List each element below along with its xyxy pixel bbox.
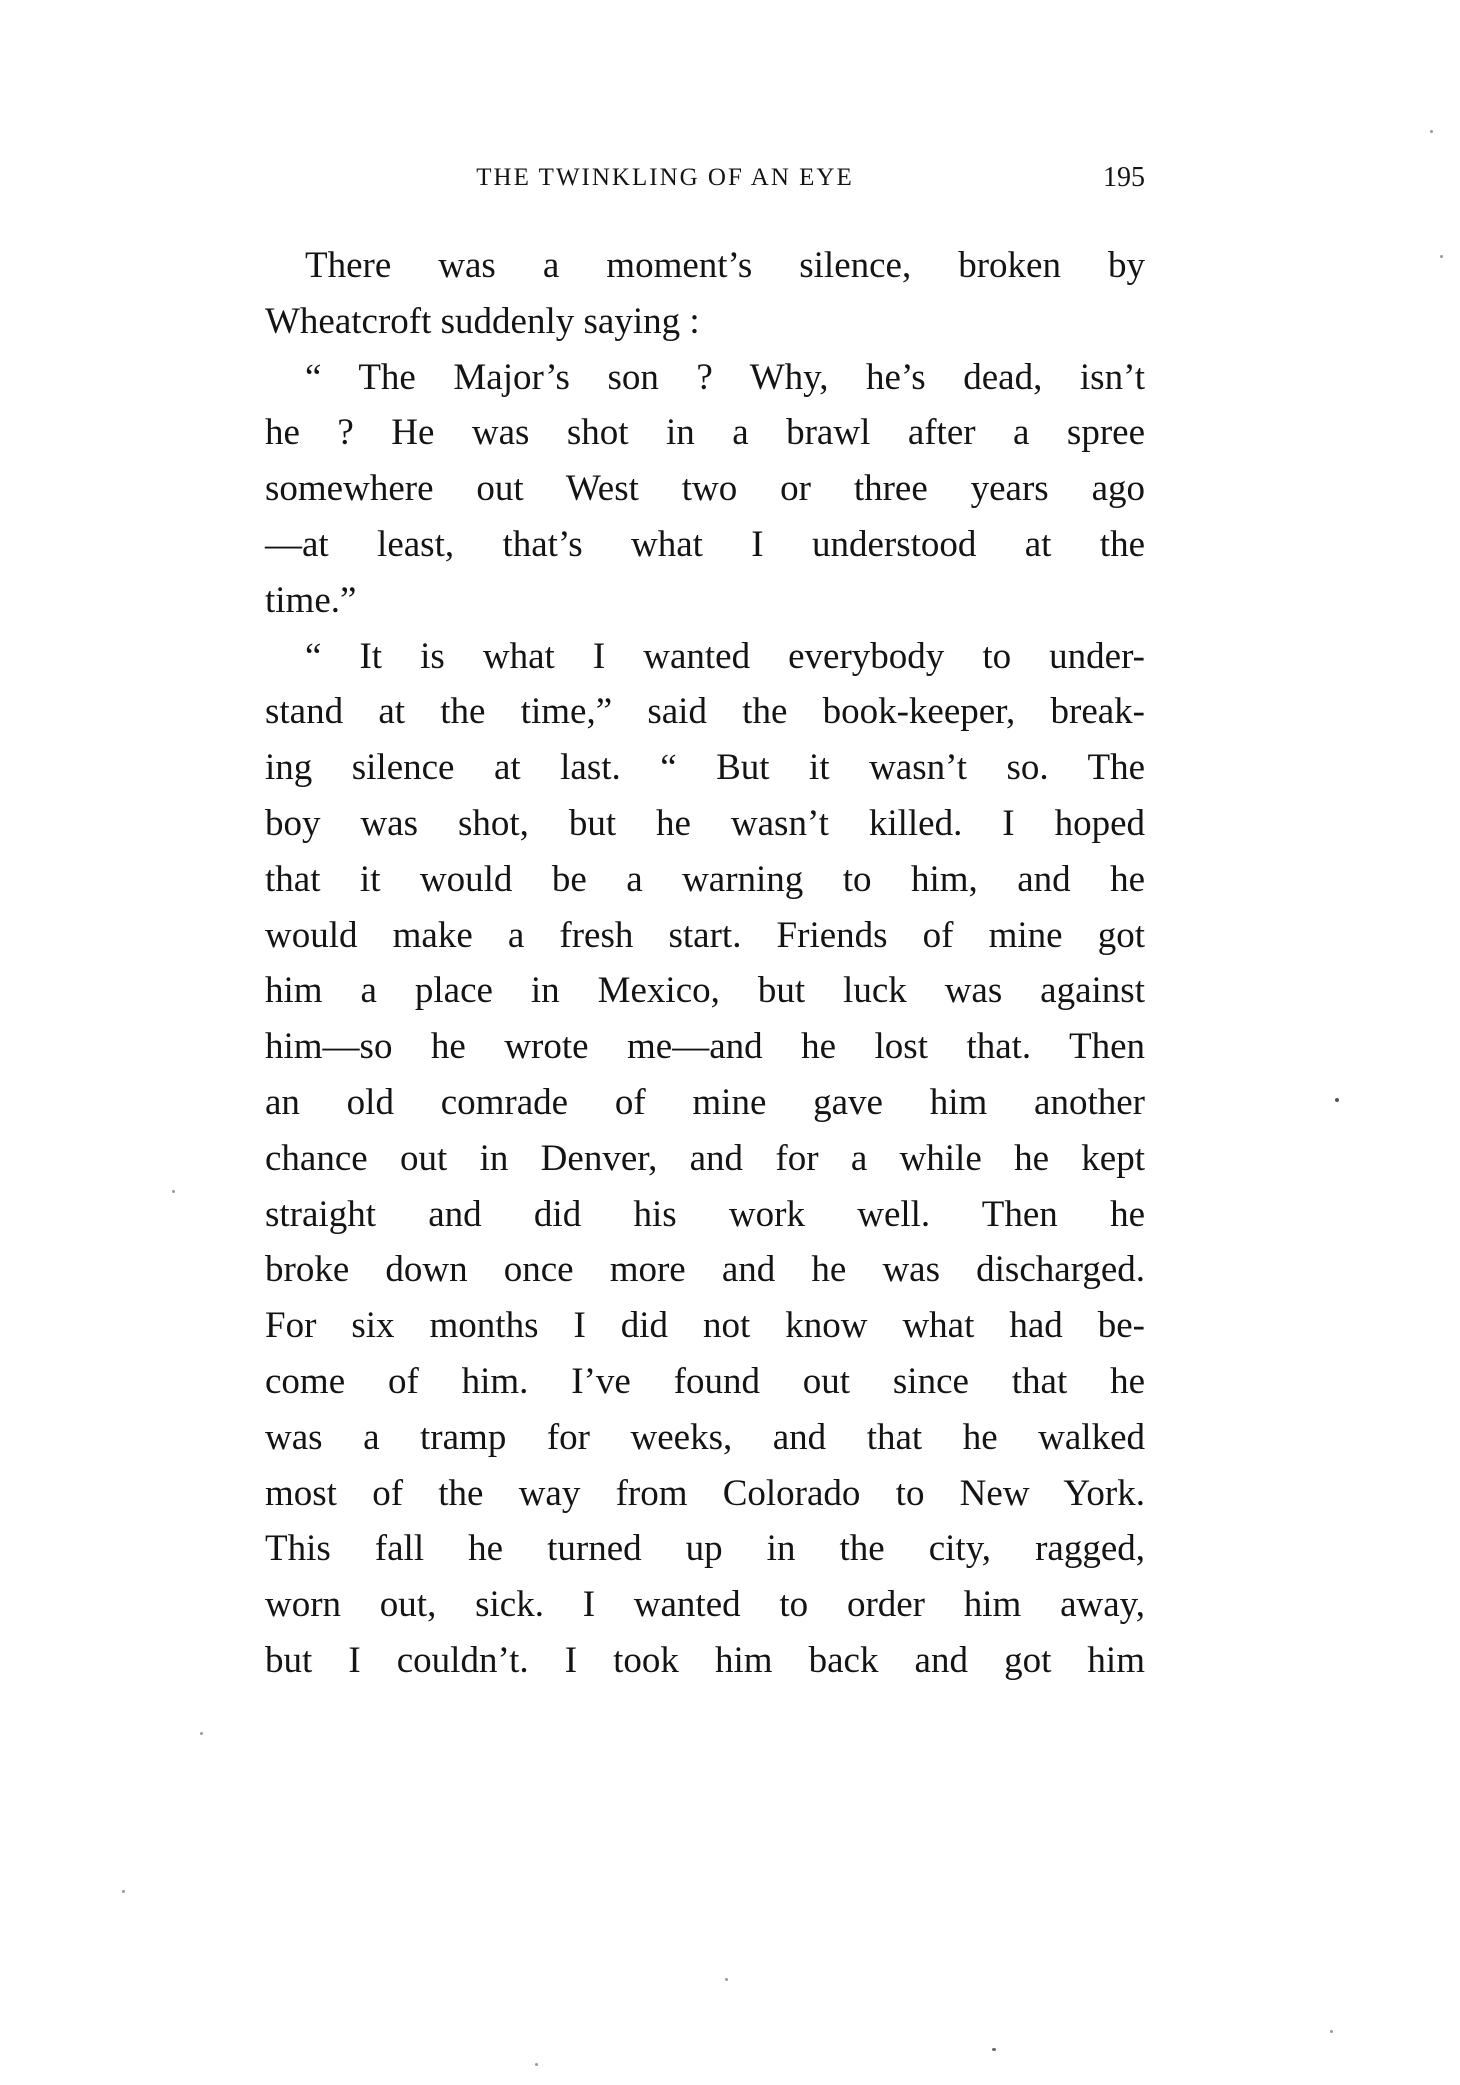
text-line: For six months I did not know what had be- — [265, 1305, 1145, 1347]
text-line: but I couldn’t. I took him back and got him — [265, 1639, 1145, 1681]
running-title: THE TWINKLING OF AN EYE — [476, 164, 854, 191]
scan-speck — [725, 1978, 728, 1981]
text-line: come of him. I’ve found out since that he — [265, 1360, 1145, 1402]
scan-speck — [992, 2048, 996, 2051]
scan-speck — [200, 1732, 203, 1735]
text-line: somewhere out West two or three years ago — [265, 468, 1145, 510]
text-line: him a place in Mexico, but luck was against — [265, 970, 1145, 1012]
text-line: Wheatcroft suddenly saying : — [265, 300, 700, 342]
scan-speck — [1330, 2030, 1333, 2033]
text-line: ing silence at last. “ But it wasn’t so. The — [265, 747, 1145, 789]
text-line: he ? He was shot in a brawl after a spree — [265, 412, 1145, 454]
text-line: worn out, sick. I wanted to order him away, — [265, 1584, 1145, 1626]
text-line: broke down once more and he was discharged. — [265, 1249, 1145, 1291]
text-line: This fall he turned up in the city, ragged, — [265, 1528, 1145, 1570]
text-line: him—so he wrote me—and he lost that. Then — [265, 1026, 1145, 1068]
text-line: straight and did his work well. Then he — [265, 1193, 1145, 1235]
text-line: —at least, that’s what I understood at the — [265, 523, 1145, 565]
text-line: an old comrade of mine gave him another — [265, 1081, 1145, 1123]
text-line: most of the way from Colorado to New York. — [265, 1472, 1145, 1514]
scan-speck — [1440, 255, 1443, 258]
text-line: stand at the time,” said the book-keeper, break- — [265, 691, 1145, 733]
scan-speck — [1335, 1098, 1339, 1102]
text-line: was a tramp for weeks, and that he walked — [265, 1416, 1145, 1458]
text-line: time.” — [265, 579, 357, 621]
running-head — [265, 158, 1145, 198]
text-line: chance out in Denver, and for a while he kept — [265, 1137, 1145, 1179]
page-number: 195 — [1103, 162, 1145, 193]
scan-speck — [535, 2063, 538, 2066]
body-text — [265, 238, 1145, 1689]
scan-speck — [122, 1890, 125, 1893]
text-line: “ It is what I wanted everybody to under- — [305, 635, 1145, 677]
scan-speck — [1430, 130, 1433, 133]
text-line: that it would be a warning to him, and he — [265, 858, 1145, 900]
text-line: would make a fresh start. Friends of mine got — [265, 914, 1145, 956]
scan-speck — [172, 1190, 175, 1193]
text-line: boy was shot, but he wasn’t killed. I hoped — [265, 802, 1145, 844]
text-line: “ The Major’s son ? Why, he’s dead, isn’t — [305, 356, 1145, 398]
text-line: There was a moment’s silence, broken by — [305, 245, 1145, 286]
